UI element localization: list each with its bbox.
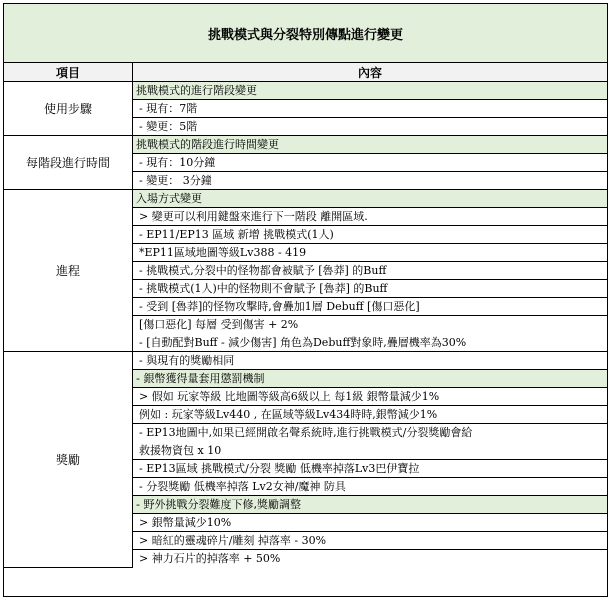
content-row: - 現有：10分鐘	[133, 154, 607, 172]
content-row: - [自動配對Buff - 減少傷害] 角色為Debuff對象時,疊層機率為30%	[133, 334, 607, 352]
content-row: > 假如 玩家等級 比地圖等級高6級以上 每1級 銀幣量減少1%	[133, 388, 607, 406]
content-row: - 與現有的獎勵相同	[133, 352, 607, 370]
section-content	[133, 82, 607, 136]
content-row: - EP13區域 挑戰模式/分裂 獎勵 低機率掉落Lv3巴伊寶拉	[133, 460, 607, 478]
header-item: 項目	[4, 63, 133, 82]
content-row: - EP11/EP13 區域 新增 挑戰模式(1人)	[133, 226, 607, 244]
content-row: 救援物資包 x 10	[133, 442, 607, 460]
section-label: 獎勵	[4, 352, 133, 568]
section-heading-row: 挑戰模式的階段進行時間變更	[133, 136, 607, 154]
content-row: - 變更：5階	[133, 118, 607, 136]
content-row: - 挑戰模式(1人)中的怪物則不會賦予 [魯莽] 的Buff	[133, 280, 607, 298]
content-row: > 變更可以利用鍵盤來進行下一階段 離開區域.	[133, 208, 607, 226]
content-row: > 銀幣量減少10%	[133, 514, 607, 532]
content-row: - 受到 [魯莽]的怪物攻擊時,會疊加1層 Debuff [傷口惡化]	[133, 298, 607, 316]
content-row: - 變更： 3分鐘	[133, 172, 607, 190]
content-row: - 現有：7階	[133, 100, 607, 118]
update-table	[3, 3, 608, 597]
content-row: [傷口惡化] 每層 受到傷害 + 2%	[139, 318, 299, 331]
section-label: 每階段進行時間	[4, 136, 133, 190]
header-content: 內容	[133, 63, 607, 82]
content-row: > 暗紅的靈魂碎片/雕刻 掉落率 - 30%	[133, 532, 607, 550]
content-row: 例如 : 玩家等級Lv440 , 在區域等級Lv434時時,銀幣減少1%	[133, 406, 607, 424]
section-label: 使用步驟	[4, 82, 133, 136]
section-heading-row: 入場方式變更	[133, 190, 607, 208]
section-content	[133, 190, 607, 352]
section-label: 進程	[4, 190, 133, 352]
content-row: - EP13地圖中,如果已經開啟名聲系統時,進行挑戰模式/分裂獎勵會給	[139, 426, 473, 439]
content-row: > 神力石片的掉落率 + 50%	[139, 552, 281, 565]
content-row: - 挑戰模式,分裂中的怪物都會被賦予 [魯莽] 的Buff	[133, 262, 607, 280]
section-content	[133, 352, 607, 568]
content-row: *EP11區域地圖等級Lv388 - 419	[133, 244, 607, 262]
table-title: 挑戰模式與分裂特別傳點進行變更	[4, 4, 607, 63]
section-heading-row: 挑戰模式的進行階段變更	[133, 82, 607, 100]
content-row: - 分裂獎勵 低機率掉落 Lv2女神/魔神 防具	[133, 478, 607, 496]
section-content	[133, 136, 607, 190]
section-heading-row: - 野外挑戰分裂難度下修,獎勵調整	[133, 496, 607, 514]
section-heading-row: - 銀幣獲得量套用懲罰機制	[133, 370, 607, 388]
